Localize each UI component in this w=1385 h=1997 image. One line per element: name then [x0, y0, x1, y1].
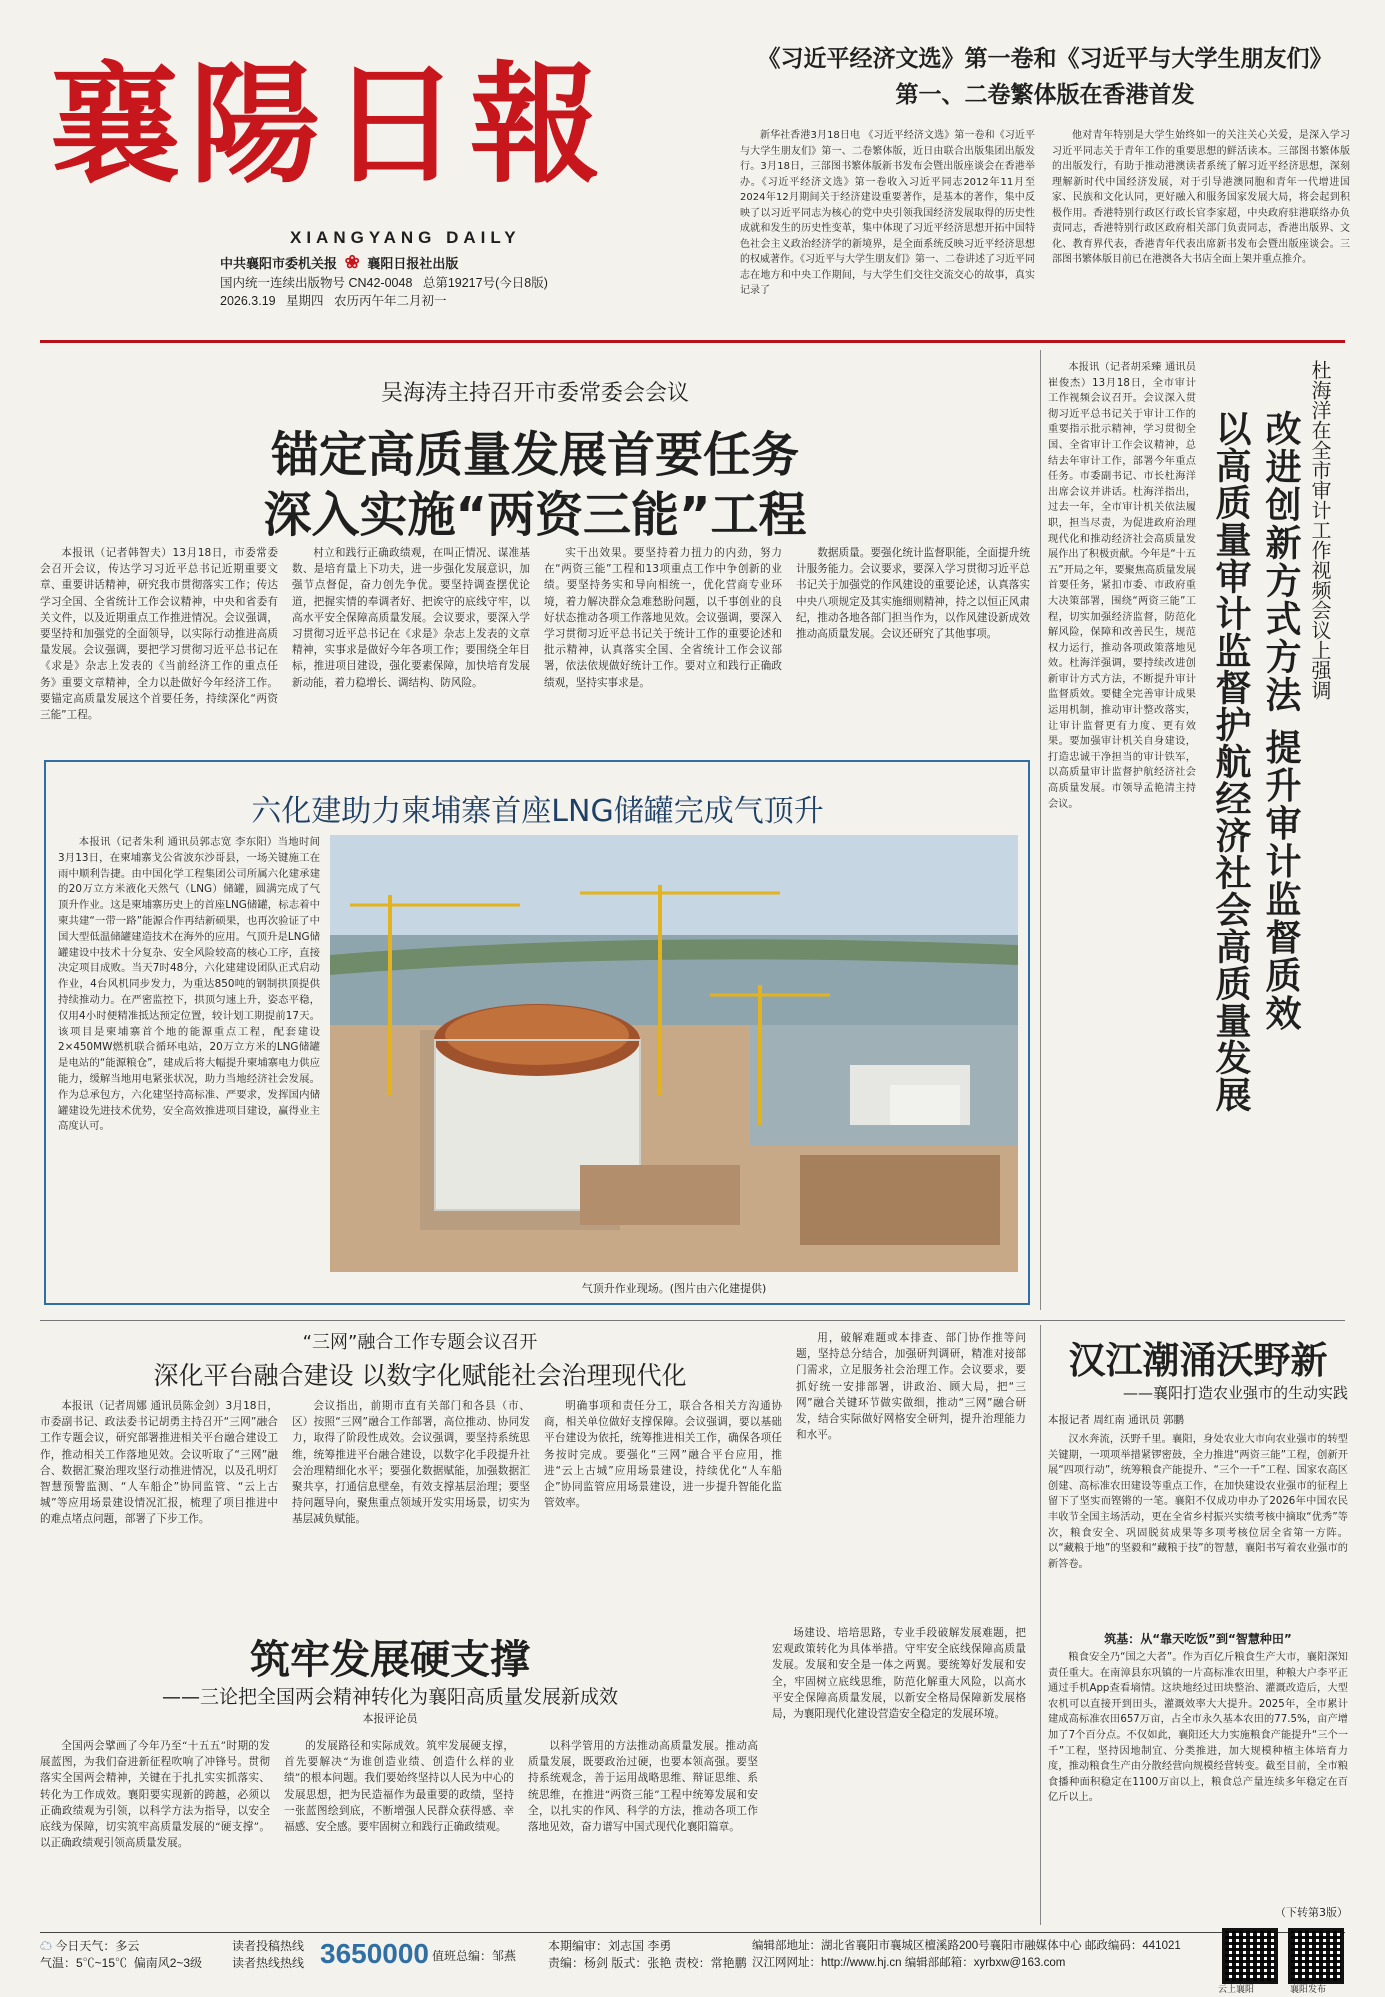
hotline-label-1: 读者投稿热线 — [232, 1939, 305, 1953]
agri-sub-kicker: 筑基：从“靠天吃饭”到“智慧种田” — [1104, 1632, 1292, 1646]
audit-kicker: 杜海洋在全市审计工作视频会议上强调 — [1308, 360, 1332, 700]
lunar-date: 农历丙午年二月初一 — [333, 294, 447, 308]
duty-editor: 值班总编：邹燕 — [432, 1949, 517, 1963]
lng-caption: 气顶升作业现场。(图片由六化建提供) — [581, 1282, 767, 1295]
lng-headline: 六化建助力柬埔寨首座LNG储罐完成气顶升 — [251, 794, 824, 829]
lead-col-4: 数据质量。要强化统计监督职能，全面提升统计服务能力。会议要求，要深入学习贯彻习近平总书记关于加强党的作风建设的重要论述，认真落实中央八项规定及其实施细则精神，持之以恒正风肃纪，推动各地各部门担当作为，以作风建设新成效推动高质量发展。会议还研究了其他事项。 — [796, 547, 1030, 641]
audit-body: 本报讯（记者胡采臻 通讯员崔俊杰）13月18日，全市审计工作视频会议召开。会议深入贯彻习近平总书记关于审计工作的重要指示批示精神，学习贯彻全国、全省审计工作会议精神，总结去年审计工作，部署今年重点任务。市委副书记、市长杜海洋出席会议并讲话。杜海洋指出，过去一年，全市审计机关依法履职，担当尽责，为促进政府治理现代化和推动经济社会高质量发展作出了积极贡献。今年是“十五五”开局之年，要聚焦高质量发展首要任务，紧扣市委、市政府重大决策部署，围绕“两资三能”工程，切实加强经济监督，防范化解风险，保障和改善民生，规范权力运行，推动各项政策落地见效。杜海洋强调，要持续改进创新审计方式方法，不断提升审计监督质效。要健全完善审计成果运用机制，推动审计整改落实，让审计监督更有力度、更有效果。要加强审计机关自身建设，打造忠诚干净担当的审计铁军，以高质量审计监督护航经济社会高质量发展。市领导孟艳清主持会议。 — [1048, 362, 1196, 810]
footer-rule — [40, 1932, 1345, 1933]
qr-code-1 — [1222, 1928, 1278, 1984]
top-story — [740, 40, 1350, 330]
sanwang-col-1: 本报讯（记者周娜 通讯员陈金剑）3月18日，市委副书记、政法委书记胡勇主持召开“三网”融合工作专题会议，研究部署推进相关平台融合建设工作，推动相关工作落地见效。会议听取了“三网”融合、数据汇聚治理攻坚行动推进情况，以及孔明灯智慧预警监测、“人车船企”协同监管、“云上古城”等应用场景建设情况汇报，梳理了项目推进中的难点堵点问题，部署了下步工作。 — [40, 1400, 278, 1526]
lead-col-3: 实干出效果。要坚持着力扭力的内劲，努力在“两资三能”工程和13项重点工作中争创新的业绩。要坚持务实和导向相统一，优化营商专业环境，着力解决群众急难愁盼问题，以千事创业的良好状态推动各项工作落地见效。会议强调，要深入学习贯彻习近平总书记关于统计工作的重要论述和批示精神，认真落实全国、全省统计工作会议部署，依法依规做好统计工作。要对立和践行正确政绩观，坚持实事求是。 — [544, 547, 782, 689]
top-story-headline-1: 《习近平经济文选》第一卷和《习近平与大学生朋友们》 — [757, 46, 1333, 72]
top-story-col-2: 他对青年特别是大学生始终如一的关注关心关爱，是深入学习习近平同志关于青年工作的重要思想的鲜活读本。三部图书繁体版的出版发行，有助于推动港澳读者系统了解习近平经济思想，深刻理解新时代中国经济发展，对于引导港澳同胞和青年一代增进国家、民族和文化认同，更好融入和服务国家发展大局，将会起到积极作用。香港特别行政区行政长官李家超，中央政府驻港联络办负责同志，香港特别行政区政府相关部门负责同志，香港出版界、文化、教育界代表，香港青年代表出席新书发布会暨出版座谈会。三部图书繁体版目前已在港澳各大书店全面上架并重点推介。 — [1052, 130, 1350, 265]
sanwang-col-2: 会议指出，前期市直有关部门和各县（市、区）按照“三网”融合工作部署，高位推动、协同发力，取得了阶段性成效。会议强调，要坚持系统思维，统筹推进平台融合建设，以数字化手段提升社会治理精细化水平；要强化数据赋能，加强数据汇聚共享，打通信息壁垒，有效支撑基层治理；要坚持问题导向，聚焦重点领域开发实用场景，切实为基层减负赋能。 — [292, 1400, 530, 1526]
address: 编辑部地址：湖北省襄阳市襄城区檀溪路200号襄阳市融媒体中心 邮政编码：441021 — [752, 1940, 1181, 1952]
audit-headline-1: 改进创新方式方法 提升审计监督质效 — [1260, 410, 1302, 1033]
commentary-subtitle: ——三论把全国两会精神转化为襄阳高质量发展新成效 — [161, 1686, 618, 1708]
weekday: 星期四 — [286, 294, 324, 308]
weather-wind: 偏南风2~3级 — [133, 1956, 203, 1970]
agri-intro: 汉水奔流，沃野千里。襄阳，身处农业大市向农业强市的转型关键期，一项项举措紧锣密鼓，全力推进“两资三能”工程，创新开展“四项行动”，统筹粮食产能提升、“三个一千”工程、国家农高区创建、高标准农田建设等重点工作，在加快建设农业强市的征程上留下了坚实而铿锵的一笔。襄阳不仅成功申办了2026年中国农民丰收节全国主场活动，更在全省乡村振兴实绩考核中摘取“优秀”等次，粮食安全、巩固脱贫成果等多项考核位居全省第一方阵。以“藏粮于地”的坚毅和“藏粮于技”的智慧，襄阳书写着农业强市的新答卷。 — [1048, 1434, 1348, 1570]
footer-address — [752, 1938, 1222, 1972]
commentary-col-1: 全国两会擘画了今年乃至“十五五”时期的发展蓝图，为我们奋进新征程吹响了冲锋号。贯彻落实全国两会精神，关键在于扎扎实实抓落实、转化为工作成效。襄阳要实现新的跨越，必须以正确政绩观为引领，以科学方法为指导，以安全底线为保障，切实筑牢高质量发展的“硬支撑”。以正确政绩观引领高质量发展。 — [40, 1740, 270, 1850]
column-rule-right — [1040, 350, 1041, 1310]
issue-date: 2026.3.19 — [220, 294, 276, 308]
lng-body: 本报讯（记者朱利 通讯员郭志宽 李东阳）当地时间3月13日，在柬埔寨戈公省波东沙哥县，一场关键施工在雨中顺利告捷。由中国化学工程集团公司所属六化建承建的20万立方米液化天然气（LNG）储罐，圆满完成了气顶升作业。这是柬埔寨历史上的首座LNG储罐，标志着中柬共建“一带一路”能源合作再结新硕果，也再次验证了中国大型低温储罐建造技术在海外的应用。气顶升是LNG储罐建设中技术十分复杂、安全风险较高的核心工序，直接决定项目成败。当天7时48分，六化建建设团队正式启动作业，4台风机同步发力，为重达850吨的钢制拱顶提供持续推动力。在严密监控下，拱顶匀速上升，姿态平稳，仅用4小时便精准抵达预定位置，较计划工期提前17天。该项目是柬埔寨首个地的能源重点工程，配套建设2×450MW燃机联合循环电站，20万立方米的LNG储罐是电站的“能源粮仓”，建成后将大幅提升柬埔寨电力供应能力，缓解当地用电紧张状况，助力当地经济社会发展。作为总承包方，六化建坚持高标准、严要求，发挥国内储罐建设先进技术优势，安全高效推进项目建设，赢得业主高度认可。 — [58, 836, 320, 1133]
sanwang-col-3: 明确事项和责任分工，联合各相关方沟通协商，相关单位做好支撑保障。会议强调，要以基础平台建设为依托，统筹推进相关工作，确保各项任务按时完成。要强化“三网”融合平台应用，推进“云上古城”应用场景建设，持续优化“人车船企”协同监管应用场景建设，进一步提升智能化监管效率。 — [544, 1400, 782, 1510]
publisher-org: 中共襄阳市委机关报 — [220, 256, 338, 271]
weather-label: 今日天气：多云 — [55, 1939, 140, 1953]
top-story-col-1: 新华社香港3月18日电 《习近平经济文选》第一卷和《习近平与大学生朋友们》第一、二卷繁体版，近日由联合出版集团出版发行。3月18日，三部图书繁体版新书发布会暨出版座谈会在香港举办。《习近平经济文选》第一卷收入习近平同志2012年11月至2024年12月期间关于经济建设重要著作，是基本的著作，集中反映了以习近平同志为核心的党中央引领我国经济发展取得的历史性成就和发生的历史性变革，集中体现了习近平经济思想开拓中国特色社会主义政治经济学的新境界，是全面系统反映习近平经济思想的权威著作。《习近平与大学生朋友们》第一、二卷讲述了习近平同志在地方和中央工作期间，与大学生们交往交流交心的故事，真实记录了 — [740, 130, 1035, 296]
lead-kicker: 吴海涛主持召开市委常委会会议 — [380, 381, 689, 406]
commentary-headline: 筑牢发展硬支撑 — [250, 1636, 530, 1683]
masthead-meta — [220, 274, 548, 310]
qr-code-2 — [1288, 1928, 1344, 1984]
audit-headline-2: 以高质量审计监督护航经济社会高质量发展 — [1210, 410, 1252, 1113]
lead-headline-1: 锚定高质量发展首要任务 — [270, 427, 799, 483]
lead-headline-2: 深入实施“两资三能”工程 — [263, 487, 807, 543]
publisher-logo-icon: ❀ — [344, 252, 360, 272]
commentary-col-4: 场建设、培培思路，专业手段破解发展难题，把宏观政策转化为具体举措。守牢安全底线保障高质量发展。发展和安全是一体之两翼。要统筹好发展和安全，牢固树立底线思维，防范化解重大风险，以高水平安全保障高质量发展，以新安全格局保障新发展格局，为襄阳现代化建设营造安全稳定的发展环境。 — [772, 1627, 1026, 1721]
commentary-col-3: 以科学管用的方法推动高质量发展。推动高质量发展，既要政治过硬，也要本领高强。要坚持系统观念，善于运用战略思维、辩证思维、系统思维，在推进“两资三能”工程中统筹发展和安全，以扎实的作风、科学的方法，推动各项工作落地见效，奋力谱写中国式现代化襄阳篇章。 — [528, 1740, 758, 1834]
publisher-press: 襄阳日报社出版 — [367, 256, 459, 271]
cn-number: 国内统一连续出版物号 CN42-0048 — [220, 276, 413, 290]
masthead-title: 襄陽日報 — [50, 48, 611, 201]
lng-photo-illustration — [330, 835, 1018, 1272]
sanwang-headline: 深化平台融合建设 以数字化赋能社会治理现代化 — [153, 1361, 687, 1390]
agri-byline: 本报记者 周红南 通讯员 郭鹏 — [1048, 1414, 1185, 1426]
hotline-label-2: 读者热线热线 — [232, 1956, 305, 1970]
web-email: 汉江网网址：http://www.hj.cn 编辑部邮箱：xyrbxw@163.com — [752, 1957, 1066, 1969]
lead-col-1: 本报讯（记者韩智夫）13月18日，市委常委会召开会议，传达学习习近平总书记近期重要文章、重要讲话精神，研究我市贯彻落实工作；传达学习全国、全省统计工作会议精神，中央和省委有关文件，以及近期重点工作推进情况。会议强调，要坚持和加强党的全面领导，以实际行动推进高质量发展。会议强调，要把学习贯彻习近平总书记在《求是》杂志上发表的《当前经济工作的重点任务》重要文章精神，全力以赴做好今年经济工作。要锚定高质量发展这个首要任务，持续深化“两资三能”工程。 — [40, 547, 278, 722]
weather-cloud-icon: ☁ — [40, 1939, 53, 1953]
qr-label-1: 云上襄阳 — [1218, 1984, 1255, 1994]
editors-2: 责编：杨剑 版式：张艳 责校：常艳鹏 — [548, 1956, 747, 1970]
masthead-english: XIANGYANG DAILY — [290, 228, 521, 247]
section-rule-1 — [40, 1320, 1345, 1321]
masthead-rule — [40, 340, 1345, 343]
masthead-publisher — [220, 252, 458, 273]
column-rule-agri — [1040, 1325, 1041, 1925]
commentary-byline: 本报评论员 — [362, 1712, 418, 1725]
sanwang-kicker: “三网”融合工作专题会议召开 — [302, 1332, 538, 1353]
lead-col-2: 村立和践行正确政绩观，在叫正情况、谋准基数、是培育量上下功夫，进一步强化发展意识，加强节点督促，奋力创先争优。要坚持调查摆优论道，把握实情的奉调者好、把诶守的底线守牢，以高水平安全保障高质量发展。会议要求，要深入学习贯彻习近平总书记在《求是》杂志上发表的文章精神，实事求是做好今年各项工作；要围绕全年目标，推进项目建设，强化要素保障，加快培育发展新动能，着力稳增长、调结构、防风险。 — [292, 547, 530, 689]
agri-headline: 汉江潮涌沃野新 — [1068, 1338, 1328, 1382]
agri-body: 粮食安全乃“国之大者”。作为百亿斤粮食生产大市，襄阳深知责任重大。在南漳县东巩镇的一片高标准农田里，种粮大户李平正通过手机App查看墒情。这块地经过田块整治、灌溉改造后，大型农机可以直接开到田头，灌溉效率大大提升。2025年，全市累计建成高标准农田657万亩，占全市永久基本农田的77.5%，亩产增加了7个百分点。不仅如此，襄阳还大力实施粮食产能提升“三个一千”工程，坚持因地制宜、分类推进，加大规模种植主体培育力度，推动粮食生产由分散经营向规模经营转变。截至目前，全市粮食播种面积稳定在1100万亩以上，粮食总产量连续多年稳定在百亿斤以上。 — [1048, 1652, 1348, 1804]
qr-label-2: 襄阳发布 — [1290, 1984, 1327, 1994]
weather-temp: 气温：5℃~15℃ — [40, 1956, 128, 1970]
top-story-headline-2: 第一、二卷繁体版在香港首发 — [895, 82, 1195, 108]
editors-1: 本期编审：刘志国 李勇 — [548, 1939, 672, 1953]
footer-editors — [548, 1938, 748, 1972]
masthead — [50, 40, 670, 330]
agri-subtitle: ——襄阳打造农业强市的生动实践 — [1122, 1384, 1348, 1402]
commentary-col-2: 的发展路径和实际成效。筑牢发展硬支撑，首先要解决“为谁创造业绩、创造什么样的业绩”的根本问题。我们要始终坚持以人民为中心的发展思想，把为民造福作为最重要的政绩，坚持一张蓝图绘到底，不断增强人民群众获得感、幸福感、安全感。要牢固树立和践行正确政绩观。 — [284, 1740, 514, 1834]
issue-number: 总第19217号(今日8版) — [422, 276, 548, 290]
lng-photo — [330, 835, 1018, 1272]
hotline-number: 3650000 — [320, 1938, 430, 1969]
agri-continued: （下转第3版） — [1275, 1906, 1348, 1919]
footer-weather — [40, 1938, 230, 1972]
sanwang-col-4: 用，破解难题或本排查、部门协作推等问题，坚持总分结合，加强研判调研，精准对接部门需求，立足服务社会治理工作。会议要求，要抓好统一安排部署，讲政治、顾大局，把“三网”融合关键环节做实做细，推动“三网”融合研发，结合实际做好网格安全研判，提升治理能力和水平。 — [796, 1332, 1026, 1442]
